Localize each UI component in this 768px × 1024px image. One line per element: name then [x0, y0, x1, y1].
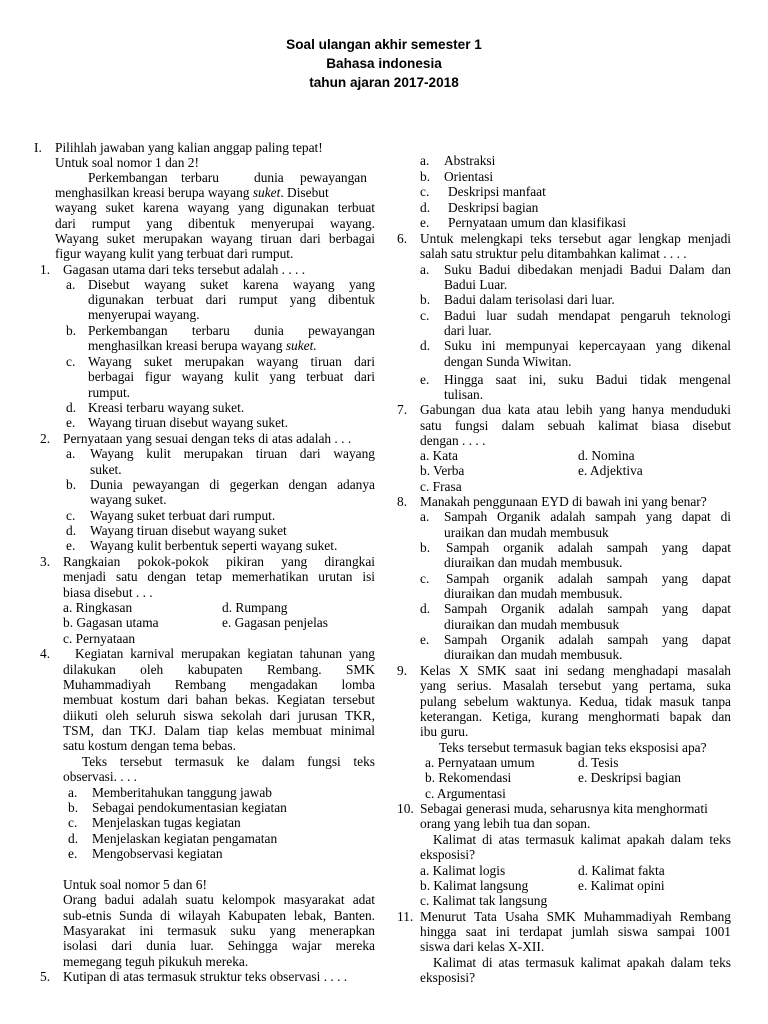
option-item: c. Frasa: [420, 479, 462, 494]
option-letter: e.: [66, 538, 76, 553]
question-number: 7.: [397, 402, 408, 417]
question-number: 9.: [397, 663, 408, 678]
option-text: diuraikan dan mudah membusuk: [444, 617, 620, 632]
option-text: Suku ini mempunyai kepercayaan yang dikenal: [444, 338, 731, 353]
question-text: Pernyataan yang sesuai dengan teks di atas adalah . . .: [63, 431, 352, 446]
question-text: eksposisi?: [420, 847, 476, 862]
question-text: Kegiatan karnival merupakan kegiatan tahunan yang: [75, 646, 375, 661]
question-number: 5.: [40, 969, 51, 984]
option-item: e. Adjektiva: [578, 463, 643, 478]
option-letter: c.: [420, 308, 430, 323]
option-letter: a.: [66, 446, 76, 461]
option-letter: a.: [420, 153, 430, 168]
option-letter: a.: [420, 509, 430, 524]
question-number: 1.: [40, 262, 51, 277]
option-text: Sebagai pendokumentasian kegiatan: [92, 800, 287, 815]
option-text: dari luar.: [444, 323, 492, 338]
option-text: Wayang kulit berbentuk seperti wayang suket.: [90, 538, 338, 553]
option-text: tulisan.: [444, 387, 484, 402]
option-letter: b.: [420, 292, 431, 307]
passage-intro: Untuk soal nomor 1 dan 2!: [55, 155, 199, 170]
option-letter: e.: [420, 215, 430, 230]
option-letter: c.: [420, 571, 430, 586]
option-item: b. Gagasan utama: [63, 615, 159, 630]
option-text: wayang suket.: [90, 492, 167, 507]
question-number: 8.: [397, 494, 408, 509]
option-text: berbagai figur wayang kulit yang terbuat dari: [88, 369, 375, 384]
option-item: d. Kalimat fakta: [578, 863, 665, 878]
question-text: diikuti oleh seluruh siswa sekolah dari jurusan TKR,: [63, 708, 375, 723]
option-text: Deskripsi bagian: [448, 200, 539, 215]
passage-line: dari rumput yang dibentuk menyerupai wayang.: [55, 216, 375, 231]
question-text: Manakah penggunaan EYD di bawah ini yang benar?: [420, 494, 707, 509]
question-number: 10.: [397, 801, 414, 816]
option-text: Sampah organik adalah sampah yang dapat: [446, 571, 731, 586]
option-text: uraikan dan mudah membusuk: [444, 525, 609, 540]
option-text: Mengobservasi kegiatan: [92, 846, 223, 861]
option-letter: d.: [420, 200, 431, 215]
option-text: Deskripsi manfaat: [448, 184, 546, 199]
question-number: 4.: [40, 646, 51, 661]
option-letter: d.: [68, 831, 79, 846]
option-text: Sampah Organik adalah sampah yang dapat di: [444, 509, 731, 524]
option-text: Wayang suket merupakan wayang tiruan dari: [88, 354, 375, 369]
option-letter: c.: [66, 508, 76, 523]
option-text: Wayang suket terbuat dari rumput.: [90, 508, 276, 523]
question-number: 2.: [40, 431, 51, 446]
option-item: c. Argumentasi: [425, 786, 506, 801]
option-text: Disebut wayang suket karena wayang yang: [88, 277, 375, 292]
question-text: satu kostum dengan tema bebas.: [63, 738, 236, 753]
option-text: Wayang tiruan disebut wayang suket.: [88, 415, 289, 430]
option-text: suket.: [90, 462, 122, 477]
option-text: Abstraksi: [444, 153, 496, 168]
passage-intro: Untuk soal nomor 5 dan 6!: [63, 877, 207, 892]
option-text: Orientasi: [444, 169, 494, 184]
option-item: d. Tesis: [578, 755, 619, 770]
option-text: digunakan terbuat dari rumput yang dibentuk: [88, 292, 375, 307]
option-letter: a.: [68, 785, 78, 800]
passage-line: Masyarakat ini termasuk suku yang menerapkan: [63, 923, 375, 938]
question-text: Teks tersebut termasuk bagian teks eksposisi apa?: [439, 740, 707, 755]
option-letter: d.: [66, 523, 77, 538]
passage-line: figur wayang kulit yang terbuat dari rumput.: [55, 246, 294, 261]
option-letter: b.: [66, 477, 77, 492]
option-item: a. Pernyataan umum: [425, 755, 535, 770]
option-letter: c.: [68, 815, 78, 830]
question-text: dilakukan oleh kabupaten Rembang. SMK: [63, 662, 375, 677]
option-letter: c.: [420, 184, 430, 199]
option-text: diuraikan dan mudah membusuk.: [444, 586, 623, 601]
passage-line: memegang teguh pikukuh mereka.: [63, 954, 249, 969]
option-text: Badui Luar.: [444, 277, 508, 292]
option-item: a. Ringkasan: [63, 600, 133, 615]
option-text: Badui dalam terisolasi dari luar.: [444, 292, 615, 307]
option-text: Sampah organik adalah sampah yang dapat: [446, 540, 731, 555]
question-text: Kelas X SMK saat ini sedang menghadapi masalah: [420, 663, 731, 678]
passage-word: dunia: [254, 170, 284, 185]
question-text: eksposisi?: [420, 970, 476, 985]
question-text: siswa dari kelas X-XII.: [420, 939, 545, 954]
question-text: Kutipan di atas termasuk struktur teks observasi . . . .: [63, 969, 348, 984]
question-text: Gagasan utama dari teks tersebut adalah . . . .: [63, 262, 306, 277]
option-item: a. Kalimat logis: [420, 863, 506, 878]
option-item: b. Rekomendasi: [425, 770, 512, 785]
option-item: e. Deskripsi bagian: [578, 770, 682, 785]
option-letter: b.: [66, 323, 77, 338]
question-text: membuat kostum dari bahan bekas. Kegiatan tersebut: [63, 692, 375, 707]
passage-line: menghasilkan kreasi berupa wayang suket. Disebut: [55, 185, 329, 200]
question-text: Sebagai generasi muda, seharusnya kita menghormati: [420, 801, 708, 816]
question-number: 11.: [397, 909, 414, 924]
question-text: biasa disebut . . .: [63, 585, 153, 600]
question-text: Menurut Tata Usaha SMK Muhammadiyah Rembang: [420, 909, 731, 924]
option-item: b. Kalimat langsung: [420, 878, 529, 893]
option-text: diuraikan dan mudah membusuk.: [444, 647, 623, 662]
question-text: hingga saat ini terdapat jumlah siswa sampai 1001: [420, 924, 731, 939]
question-text: dengan . . . .: [420, 433, 486, 448]
option-text: menghasilkan kreasi berupa wayang suket.: [88, 338, 317, 353]
option-letter: e.: [68, 846, 78, 861]
question-text: Rangkaian pokok-pokok pikiran yang dirangkai: [63, 554, 375, 569]
option-text: Dunia pewayangan di gegerkan dengan adanya: [90, 477, 375, 492]
question-text: yang serius. Masalah tersebut yang pertama, suka: [420, 678, 731, 693]
question-text: keterangan. Ketiga, kurang menghormati bapak dan: [420, 709, 731, 724]
option-text: Sampah Organik adalah sampah yang dapat: [444, 601, 731, 616]
option-text: Memberitahukan tanggung jawab: [92, 785, 272, 800]
option-text: rumput.: [88, 385, 131, 400]
question-text: ibu guru.: [420, 724, 469, 739]
option-item: a. Kata: [420, 448, 458, 463]
question-number: 6.: [397, 231, 408, 246]
option-text: Suku Badui dibedakan menjadi Badui Dalam dan: [444, 262, 731, 277]
passage-line: isolasi dari dunia luar. Sehingga wajar mereka: [63, 938, 375, 953]
section-number: I.: [34, 140, 42, 155]
exam-title: Soal ulangan akhir semester 1: [286, 37, 482, 52]
section-instruction: Pilihlah jawaban yang kalian anggap paling tepat!: [55, 140, 323, 155]
option-item: c. Pernyataan: [63, 631, 136, 646]
question-text: satu fungsi dalam sebuah kalimat biasa disebut: [420, 418, 731, 433]
option-text: menyerupai wayang.: [88, 307, 200, 322]
option-letter: e.: [420, 372, 430, 387]
option-letter: b.: [420, 540, 431, 555]
option-text: Menjelaskan tugas kegiatan: [92, 815, 241, 830]
option-letter: b.: [68, 800, 79, 815]
passage-line: sub-etnis Sunda di wilayah Kabupaten lebak, Banten.: [63, 908, 375, 923]
option-letter: d.: [66, 400, 77, 415]
option-text: Kreasi terbaru wayang suket.: [88, 400, 245, 415]
option-item: b. Verba: [420, 463, 465, 478]
passage-line: Orang badui adalah suatu kelompok masyarakat adat: [63, 892, 375, 907]
option-letter: a.: [420, 262, 430, 277]
option-text: Wayang tiruan disebut wayang suket: [90, 523, 287, 538]
question-text: salah satu struktur pelu ditambahkan kalimat . . . .: [420, 246, 687, 261]
option-text: Hingga saat ini, suku Badui tidak mengenal: [444, 372, 731, 387]
option-item: e. Gagasan penjelas: [222, 615, 328, 630]
option-letter: d.: [420, 601, 431, 616]
question-number: 3.: [40, 554, 51, 569]
passage-line: wayang suket karena wayang yang digunakan terbuat: [55, 200, 375, 215]
question-text: Muhammadiyah Rembang mengadakan lomba: [63, 677, 375, 692]
question-text: orang yang lebih tua dan sopan.: [420, 816, 591, 831]
option-item: c. Kalimat tak langsung: [420, 893, 548, 908]
option-text: Perkembangan terbaru dunia pewayangan: [88, 323, 375, 338]
question-text: Teks tersebut termasuk ke dalam fungsi teks: [82, 754, 375, 769]
option-letter: b.: [420, 169, 431, 184]
option-text: Menjelaskan kegiatan pengamatan: [92, 831, 278, 846]
subject-title: Bahasa indonesia: [326, 56, 442, 71]
option-text: dengan Sunda Wiwitan.: [444, 354, 572, 369]
year-title: tahun ajaran 2017-2018: [309, 75, 459, 90]
question-text: Untuk melengkapi teks tersebut agar lengkap menjadi: [420, 231, 731, 246]
question-text: TSM, dan TKJ. Dalam tiap kelas membuat minimal: [63, 723, 375, 738]
passage-word: terbaru: [181, 170, 219, 185]
option-letter: c.: [66, 354, 76, 369]
passage-word: pewayangan: [300, 170, 367, 185]
question-text: Kalimat di atas termasuk kalimat apakah dalam teks: [433, 955, 731, 970]
question-text: pulang sebelum waktunya. Kedua, tidak masuk tanpa: [420, 694, 731, 709]
option-text: Badui luar sudah mendapat pengaruh teknologi: [444, 308, 731, 323]
passage-line: Wayang suket merupakan wayang tiruan dari berbagai: [55, 231, 375, 246]
option-item: e. Kalimat opini: [578, 878, 665, 893]
option-item: d. Rumpang: [222, 600, 288, 615]
passage-word: Perkembangan: [88, 170, 168, 185]
option-text: Pernyataan umum dan klasifikasi: [448, 215, 627, 230]
question-text: observasi. . . .: [63, 769, 138, 784]
option-text: diuraikan dan mudah membusuk.: [444, 555, 623, 570]
question-text: menjadi satu dengan tetap memerhatikan urutan isi: [63, 569, 375, 584]
option-letter: e.: [66, 415, 76, 430]
option-text: Sampah Organik adalah sampah yang dapat: [444, 632, 731, 647]
option-letter: d.: [420, 338, 431, 353]
option-letter: e.: [420, 632, 430, 647]
question-text: Gabungan dua kata atau lebih yang hanya menduduki: [420, 402, 731, 417]
option-item: d. Nomina: [578, 448, 635, 463]
option-letter: a.: [66, 277, 76, 292]
option-text: Wayang kulit merupakan tiruan dari wayang: [90, 446, 375, 461]
question-text: Kalimat di atas termasuk kalimat apakah dalam teks: [433, 832, 731, 847]
